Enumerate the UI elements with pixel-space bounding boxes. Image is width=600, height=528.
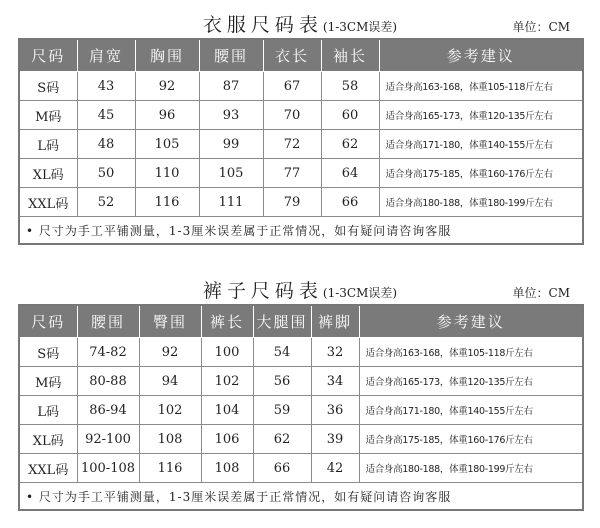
table-row (19, 159, 583, 188)
clothes-header-row (19, 39, 583, 72)
advice-cell: 适合身高163-168，体重105-118斤左右 (359, 338, 583, 367)
table-cell: 42 (311, 454, 359, 483)
table-cell: 102 (201, 367, 253, 396)
table-cell: L码 (19, 130, 77, 159)
clothes-header-cell: 参考建议 (379, 39, 583, 72)
table-cell: 116 (139, 454, 201, 483)
table-cell: 72 (263, 130, 321, 159)
table-cell: 59 (253, 396, 311, 425)
table-cell: 93 (199, 101, 263, 130)
table-cell: M码 (19, 101, 77, 130)
pants-unit-label: 单位：CM (512, 286, 570, 300)
clothes-note: • 尺寸为手工平铺测量，1-3厘米误差属于正常情况，如有疑问请咨询客服 (19, 217, 583, 245)
table-cell: 39 (311, 425, 359, 454)
table-cell: XXL码 (19, 188, 77, 217)
table-cell: 110 (135, 159, 199, 188)
table-cell: 52 (77, 188, 135, 217)
table-cell: 87 (199, 72, 263, 101)
table-cell: 48 (77, 130, 135, 159)
pants-header-cell: 裤长 (201, 305, 253, 338)
clothes-table-body (19, 72, 583, 217)
table-cell: 70 (263, 101, 321, 130)
table-cell: S码 (19, 72, 77, 101)
table-cell: 50 (77, 159, 135, 188)
clothes-header-cell: 袖长 (321, 39, 379, 72)
table-cell: 116 (135, 188, 199, 217)
table-cell: 99 (199, 130, 263, 159)
table-cell: 105 (199, 159, 263, 188)
table-cell: 92-100 (77, 425, 139, 454)
table-cell: 36 (311, 396, 359, 425)
clothes-header-cell: 尺码 (19, 39, 77, 72)
table-cell: 77 (263, 159, 321, 188)
pants-note: • 尺寸为手工平铺测量，1-3厘米误差属于正常情况，如有疑问请咨询客服 (19, 483, 583, 511)
table-cell: 79 (263, 188, 321, 217)
clothes-header-cell: 腰围 (199, 39, 263, 72)
table-cell: XL码 (19, 159, 77, 188)
pants-table-body (19, 338, 583, 483)
table-cell: 67 (263, 72, 321, 101)
pants-size-section (18, 270, 582, 511)
table-cell: 62 (321, 130, 379, 159)
clothes-subtitle: (1-3CM误差) (322, 20, 398, 34)
pants-header-cell: 臀围 (139, 305, 201, 338)
table-cell: L码 (19, 396, 77, 425)
table-cell: 34 (311, 367, 359, 396)
pants-header-cell: 大腿围 (253, 305, 311, 338)
table-row (19, 130, 583, 159)
table-cell: 56 (253, 367, 311, 396)
pants-header-cell: 腰围 (77, 305, 139, 338)
clothes-title-text: 衣服尺码表 (202, 14, 323, 36)
clothes-header-cell: 肩宽 (77, 39, 135, 72)
pants-title-text: 裤子尺码表 (202, 280, 323, 302)
table-cell: 111 (199, 188, 263, 217)
table-row (19, 188, 583, 217)
clothes-header-cell: 胸围 (135, 39, 199, 72)
advice-cell: 适合身高163-168，体重105-118斤左右 (379, 72, 583, 101)
table-row (19, 72, 583, 101)
pants-header-row (19, 305, 583, 338)
table-cell: 43 (77, 72, 135, 101)
clothes-title (18, 10, 582, 37)
table-cell: M码 (19, 367, 77, 396)
table-cell: 45 (77, 101, 135, 130)
advice-cell: 适合身高180-188，体重180-199斤左右 (379, 188, 583, 217)
table-cell: 96 (135, 101, 199, 130)
table-cell: 58 (321, 72, 379, 101)
table-cell: 60 (321, 101, 379, 130)
table-cell: 64 (321, 159, 379, 188)
clothes-unit-label: 单位：CM (512, 20, 570, 34)
table-cell: 54 (253, 338, 311, 367)
table-cell: 104 (201, 396, 253, 425)
table-cell: S码 (19, 338, 77, 367)
table-cell: 108 (139, 425, 201, 454)
pants-subtitle: (1-3CM误差) (322, 286, 398, 300)
table-row (19, 396, 583, 425)
table-row (19, 338, 583, 367)
table-cell: 66 (253, 454, 311, 483)
advice-cell: 适合身高165-173，体重120-135斤左右 (359, 367, 583, 396)
table-cell: 92 (135, 72, 199, 101)
table-row (19, 454, 583, 483)
table-cell: 32 (311, 338, 359, 367)
table-cell: 80-88 (77, 367, 139, 396)
table-cell: 92 (139, 338, 201, 367)
table-cell: XL码 (19, 425, 77, 454)
table-cell: 66 (321, 188, 379, 217)
clothes-title-row (18, 4, 582, 38)
pants-title (18, 276, 582, 303)
table-cell: 86-94 (77, 396, 139, 425)
pants-header-cell: 尺码 (19, 305, 77, 338)
clothes-size-table (18, 38, 584, 245)
table-row (19, 367, 583, 396)
table-cell: 94 (139, 367, 201, 396)
table-cell: XXL码 (19, 454, 77, 483)
advice-cell: 适合身高175-185，体重160-176斤左右 (379, 159, 583, 188)
table-cell: 100 (201, 338, 253, 367)
table-row (19, 101, 583, 130)
pants-title-row (18, 270, 582, 304)
table-cell: 105 (135, 130, 199, 159)
table-cell: 102 (139, 396, 201, 425)
advice-cell: 适合身高171-180，体重140-155斤左右 (359, 396, 583, 425)
advice-cell: 适合身高171-180，体重140-155斤左右 (379, 130, 583, 159)
table-cell: 74-82 (77, 338, 139, 367)
clothes-size-section (18, 4, 582, 245)
advice-cell: 适合身高175-185，体重160-176斤左右 (359, 425, 583, 454)
table-row (19, 425, 583, 454)
pants-header-cell: 参考建议 (359, 305, 583, 338)
table-cell: 106 (201, 425, 253, 454)
table-cell: 62 (253, 425, 311, 454)
advice-cell: 适合身高165-173，体重120-135斤左右 (379, 101, 583, 130)
advice-cell: 适合身高180-188，体重180-199斤左右 (359, 454, 583, 483)
table-cell: 108 (201, 454, 253, 483)
table-cell: 100-108 (77, 454, 139, 483)
clothes-header-cell: 衣长 (263, 39, 321, 72)
pants-header-cell: 裤脚 (311, 305, 359, 338)
pants-size-table (18, 304, 584, 511)
